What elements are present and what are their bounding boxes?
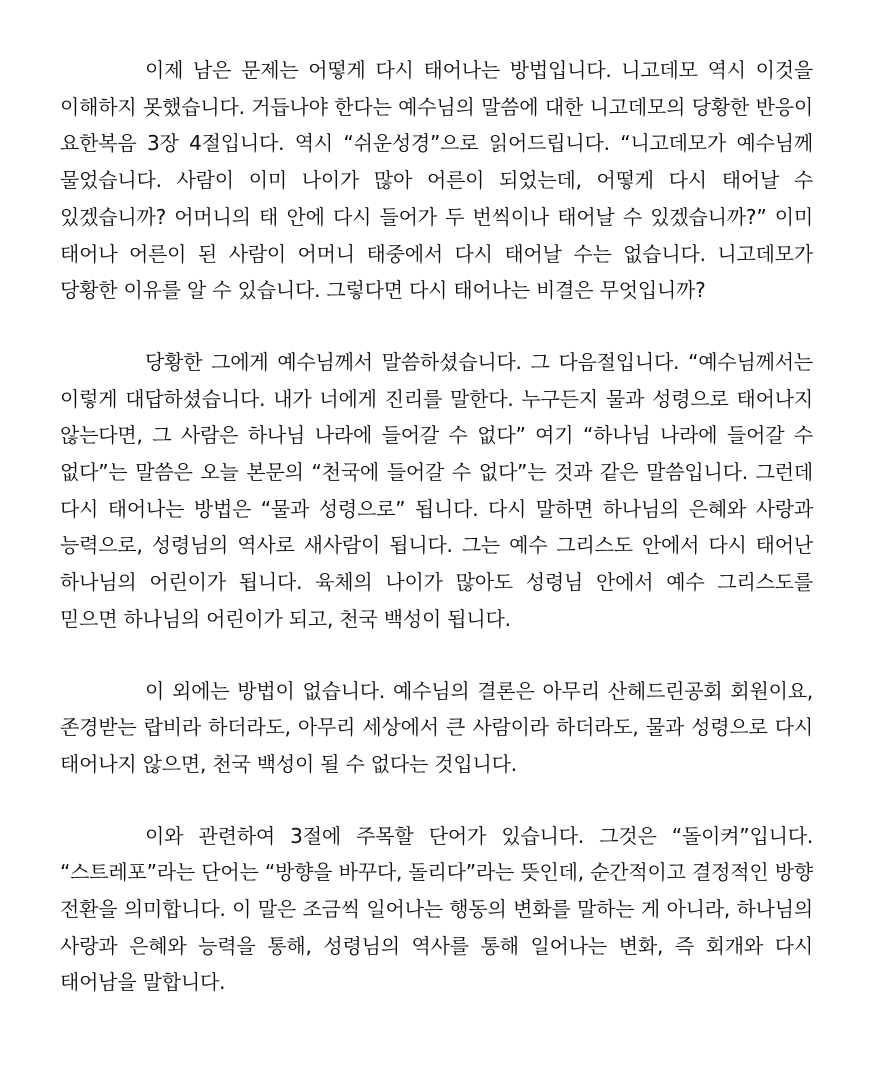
paragraph-3: 이 외에는 방법이 없습니다. 예수님의 결론은 아무리 산헤드린공회 회원이요, 존경받는 랍비라 하더라도, 아무리 세상에서 큰 사람이라 하더라도, 물과 성령으로 다시 태어나지 않으면, 천국 백성이 될 수 없다는 것입니다. xyxy=(60,678,813,776)
paragraph-4: 이와 관련하여 3절에 주목할 단어가 있습니다. 그것은 “돌이켜”입니다. “스트레포”라는 단어는 “방향을 바꾸다, 돌리다”라는 뜻인데, 순간적이고 결정적인 방향 전환을 의미합니다. 이 말은 조금씩 일어나는 행동의 변화를 말하는 게 아니라, 하나님의 사랑과 은혜와 능력을 통해, 성령님의 역사를 통해 일어나는 변화, 즉 회개와 다시 태어남을 말합니다. xyxy=(60,823,813,995)
paragraph-1: 이제 남은 문제는 어떻게 다시 태어나는 방법입니다. 니고데모 역시 이것을 이해하지 못했습니다. 거듭나야 한다는 예수님의 말씀에 대한 니고데모의 당황한 반응이 요한복음 3장 4절입니다. 역시 “쉬운성경”으로 읽어드립니다. “니고데모가 예수님께 물었습니다. 사람이 이미 나이가 많아 어른이 되었는데, 어떻게 다시 태어날 수 있겠습니까? 어머니의 태 안에 다시 들어가 두 번씩이나 태어날 수 있겠습니까?” 이미 태어나 어른이 된 사람이 어머니 태중에서 다시 태어날 수는 없습니다. 니고데모가 당황한 이유를 알 수 있습니다. 그렇다면 다시 태어나는 비결은 무엇입니까? xyxy=(60,58,813,303)
paragraph-2: 당황한 그에게 예수님께서 말씀하셨습니다. 그 다음절입니다. “예수님께서는 이렇게 대답하셨습니다. 내가 너에게 진리를 말한다. 누구든지 물과 성령으로 태어나지 않는다면, 그 사람은 하나님 나라에 들어갈 수 없다” 여기 “하나님 나라에 들어갈 수 없다”는 말씀은 오늘 본문의 “천국에 들어갈 수 없다”는 것과 같은 말씀입니다. 그런데 다시 태어나는 방법은 “물과 성령으로” 됩니다. 다시 말하면 하나님의 은혜와 사랑과 능력으로, 성령님의 역사로 새사람이 됩니다. 그는 예수 그리스도 안에서 다시 태어난 하나님의 어린이가 됩니다. 육체의 나이가 많아도 성령님 안에서 예수 그리스도를 믿으면 하나님의 어린이가 되고, 천국 백성이 됩니다. xyxy=(60,349,813,631)
